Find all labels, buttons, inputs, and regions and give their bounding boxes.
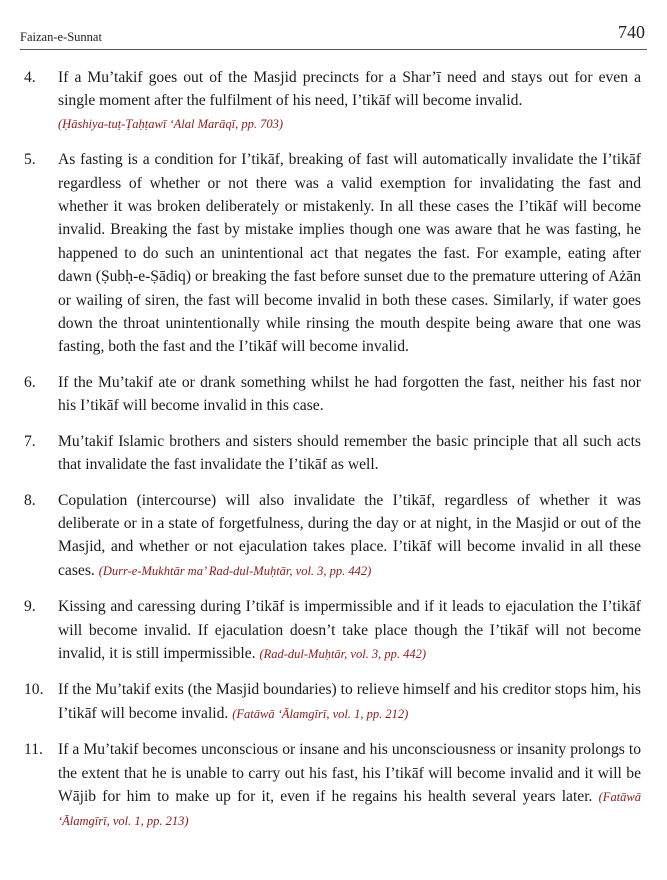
running-title: Faizan-e-Sunnat — [20, 30, 102, 44]
list-item-5 — [24, 148, 641, 359]
page-header — [20, 18, 647, 54]
item-text: If the Mu’takif ate or drank something whilst he had forgotten the fast, neither his fast nor his I’tikāf will become invalid in this case. — [58, 373, 641, 415]
item-number: 9. — [24, 598, 36, 616]
list-item-4 — [24, 66, 641, 136]
item-number: 6. — [24, 373, 36, 391]
item-body — [58, 489, 641, 584]
item-number: 7. — [24, 432, 36, 450]
list-item-7 — [24, 430, 641, 477]
item-text: Kissing and caressing during I’tikāf is impermissible and if it leads to ejaculation the I’tikāf will become invalid. If ejaculation doesn’t take place though the I’tikāf will not become invalid, it is still impermissible. — [58, 598, 641, 662]
item-body — [58, 738, 641, 834]
item-number: 11. — [24, 741, 43, 759]
list-item-10 — [24, 678, 641, 726]
page-number: 740 — [618, 22, 645, 42]
item-body — [58, 66, 641, 136]
item-body — [58, 678, 641, 726]
item-number: 10. — [24, 681, 44, 699]
item-reference: (Ḥāshiya-tuṭ-Ṭaḥṭawī ‘Alal Marāqī, pp. 703) — [58, 116, 283, 131]
item-body — [58, 371, 641, 418]
item-text: If a Mu’takif becomes unconscious or insane and his unconsciousness or insanity prolongs to the extent that he is unable to carry out his fast, his I’tikāf will become invalid and it will be Wājib for him to make up for it, even if he regains his health several years later. — [58, 741, 641, 805]
item-number: 8. — [24, 491, 36, 509]
item-reference: (Rad-dul-Muḥtār, vol. 3, pp. 442) — [259, 646, 427, 661]
item-reference: (Durr-e-Mukhtār ma’ Rad-dul-Muḥtār, vol. 3, pp. 442) — [98, 563, 372, 578]
list-item-8 — [24, 489, 641, 584]
header-rule — [20, 49, 647, 50]
item-text: Copulation (intercourse) will also invalidate the I’tikāf, regardless of whether it was deliberate or in a state of forgetfulness, during the day or at night, in the Masjid or out of the Masjid, and whether or not ejaculation takes place. I’tikāf will become invalid in all these cases. — [58, 491, 641, 579]
list-item-11 — [24, 738, 641, 834]
item-text: If a Mu’takif goes out of the Masjid precincts for a Shar’ī need and stays out for even a single moment after the fulfilment of his need, I’tikāf will become invalid. — [58, 69, 641, 110]
item-text: As fasting is a condition for I’tikāf, breaking of fast will automatically invalidate the I’tikāf regardless of whether or not there was a valid exemption for invalidating the fast and whether it was broken deliberately or mistakenly. In all these cases the I’tikāf will become invalid. Breaking the fast by mistake implies though one was aware that he was fasting, he happened to do such an unintentional act that negates the fast. For example, eating after dawn (Ṣubḥ-e-Ṣādiq) or breaking the fast before sunset due to the premature uttering of Ażān or wailing of siren, the fast will become invalid in both these cases. Similarly, if water goes down the throat unintentionally while rinsing the mouth despite being aware that one was fasting, both the fast and the I’tikāf will become invalid. — [58, 151, 641, 356]
item-text: Mu’takif Islamic brothers and sisters should remember the basic principle that all such acts that invalidate the fast invalidate the I’tikāf as well. — [58, 432, 641, 474]
item-number: 5. — [24, 151, 36, 169]
list-item-9 — [24, 595, 641, 666]
item-body — [58, 148, 641, 359]
item-number: 4. — [24, 69, 36, 86]
numbered-list — [24, 66, 641, 846]
item-body — [58, 430, 641, 477]
item-body — [58, 595, 641, 666]
list-item-6 — [24, 371, 641, 418]
item-reference: (Fatāwā ‘Ālamgīrī, vol. 1, pp. 213) — [58, 789, 641, 829]
item-reference: (Fatāwā ‘Ālamgīrī, vol. 1, pp. 212) — [232, 706, 409, 721]
item-text: If the Mu’takif exits (the Masjid boundaries) to relieve himself and his creditor stops him, his I’tikāf will become invalid. — [58, 681, 641, 722]
